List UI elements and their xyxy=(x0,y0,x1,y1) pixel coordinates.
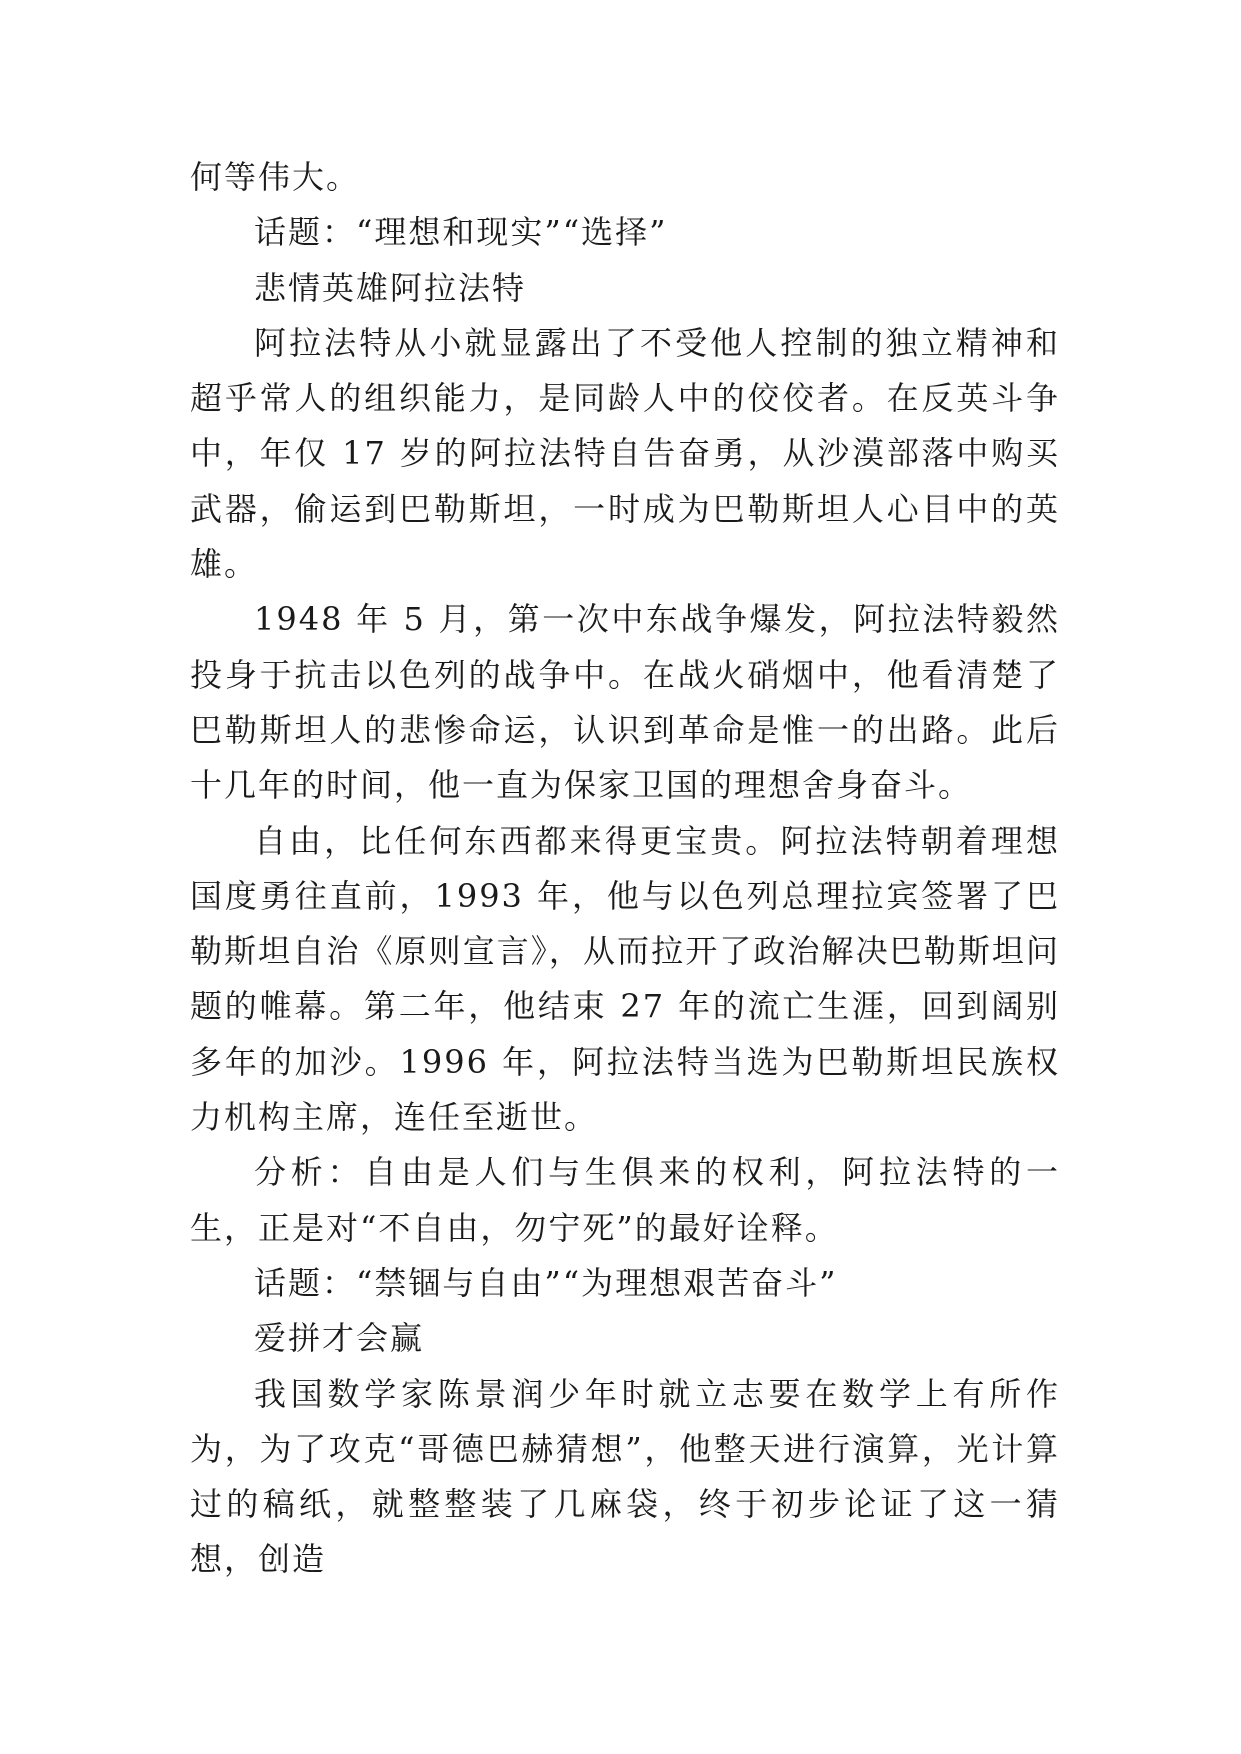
body-paragraph: 1948 年 5 月，第一次中东战争爆发，阿拉法特毅然投身于抗击以色列的战争中。在战火硝烟中，他看清楚了巴勒斯坦人的悲惨命运，认识到革命是惟一的出路。此后十几年的时间，他一直为保家卫国的理想舍身奋斗。 xyxy=(190,600,1060,805)
body-paragraph: 我国数学家陈景润少年时就立志要在数学上有所作为，为了攻克“哥德巴赫猜想”，他整天进行演算，光计算过的稿纸，就整整装了几麻袋，终于初步论证了这一猜想，创造 xyxy=(190,1374,1060,1579)
body-paragraph: 自由，比任何东西都来得更宝贵。阿拉法特朝着理想国度勇往直前，1993 年，他与以色列总理拉宾签署了巴勒斯坦自治《原则宣言》，从而拉开了政治解决巴勒斯坦问题的帷幕。第二年，他结束 27 年的流亡生涯，回到阔别多年的加沙。1996 年，阿拉法特当选为巴勒斯坦民族权力机构主席，连任至逝世。 xyxy=(190,821,1060,1137)
section-heading: 悲情英雄阿拉法特 xyxy=(254,268,527,307)
topic-line: 话题：“理想和现实”“选择” xyxy=(254,213,668,252)
paragraph-continuation: 何等伟大。 xyxy=(190,158,361,196)
body-paragraph: 阿拉法特从小就显露出了不受他人控制的独立精神和超乎常人的组织能力，是同龄人中的佼佼者。在反英斗争中，年仅 17 岁的阿拉法特自告奋勇，从沙漠部落中购买武器，偷运到巴勒斯坦，一时成为巴勒斯坦人心目中的英雄。 xyxy=(190,323,1060,584)
analysis-paragraph: 分析：自由是人们与生俱来的权利，阿拉法特的一生，正是对“不自由，勿宁死”的最好诠释。 xyxy=(190,1153,1060,1247)
topic-line: 话题：“禁锢与自由”“为理想艰苦奋斗” xyxy=(254,1263,838,1302)
document-body xyxy=(190,150,1060,1588)
section-heading: 爱拼才会赢 xyxy=(254,1319,425,1358)
